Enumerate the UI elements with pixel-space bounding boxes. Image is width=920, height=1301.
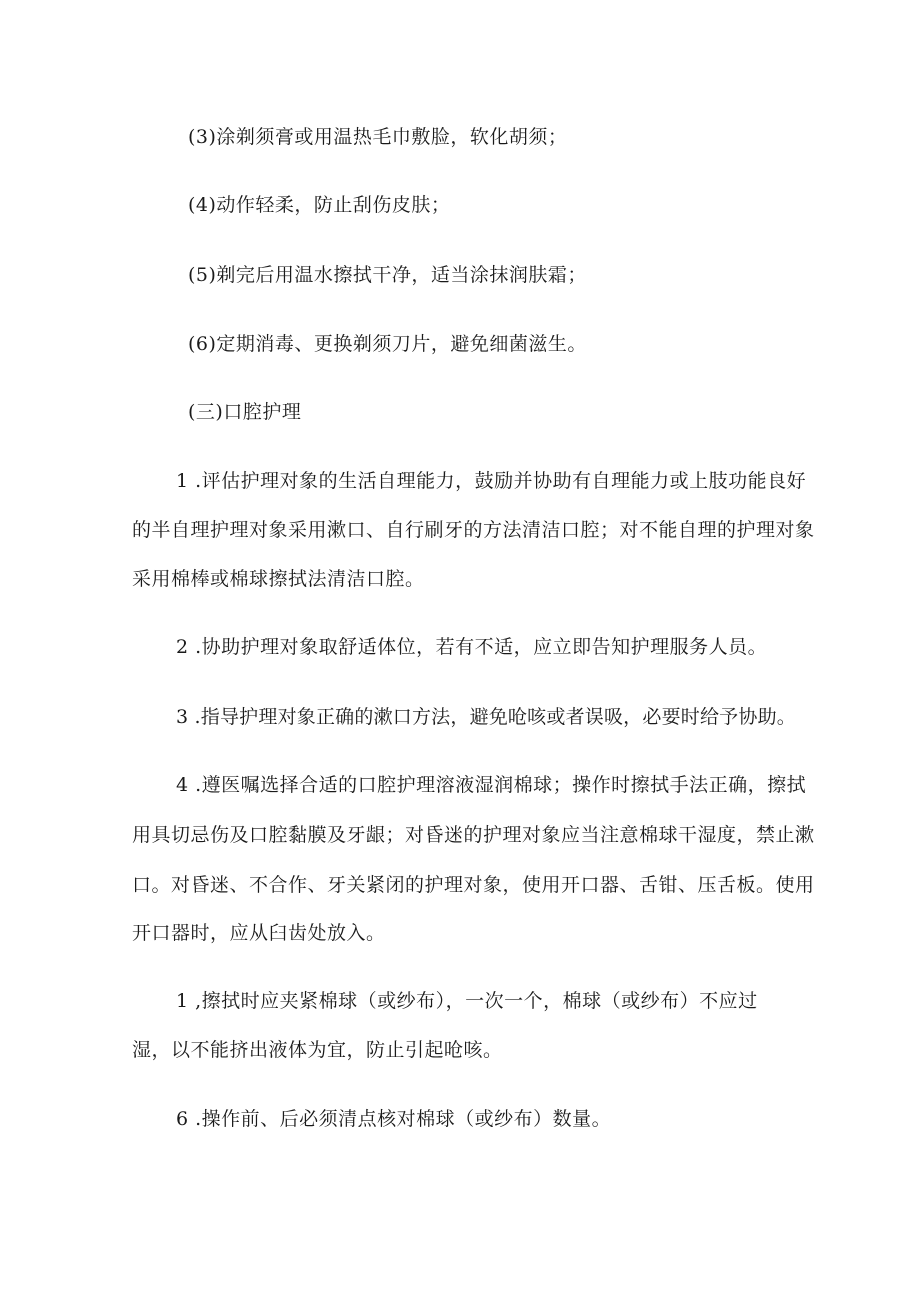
paragraph-shave-step-5: (5)剃完后用温水擦拭干净，适当涂抹润肤霜；: [188, 264, 587, 286]
paragraph-oral-1-line-3: 采用棉棒或棉球擦拭法清洁口腔。: [132, 568, 425, 590]
paragraph-oral-3: 3 .指导护理对象正确的漱口方法，避免呛咳或者误吸，必要时给予协助。: [176, 706, 796, 728]
paragraph-shave-step-3: (3)涂剃须膏或用温热毛巾敷脸，软化胡须；: [188, 126, 568, 148]
paragraph-oral-4-line-2: 用具切忌伤及口腔黏膜及牙龈；对昏迷的护理对象应当注意棉球干湿度，禁止漱: [132, 824, 815, 846]
paragraph-oral-1-line-1: 1 .评估护理对象的生活自理能力，鼓励并协助有自理能力或上肢功能良好: [176, 470, 807, 492]
paragraph-oral-2: 2 .协助护理对象取舒适体位，若有不适，应立即告知护理服务人员。: [176, 636, 768, 658]
paragraph-oral-4-line-1: 4 .遵医嘱选择合适的口腔护理溶液湿润棉球；操作时擦拭手法正确，擦拭: [176, 774, 807, 796]
section-heading-oral-care: (三)口腔护理: [188, 401, 302, 423]
paragraph-oral-4-line-3: 口。对昏迷、不合作、牙关紧闭的护理对象，使用开口器、舌钳、压舌板。使用: [132, 874, 815, 896]
paragraph-oral-4-line-4: 开口器时，应从臼齿处放入。: [132, 922, 386, 944]
paragraph-oral-6: 6 .操作前、后必须清点核对棉球（或纱布）数量。: [176, 1108, 612, 1130]
paragraph-shave-step-6: (6)定期消毒、更换剃须刀片，避免细菌滋生。: [188, 333, 587, 355]
paragraph-shave-step-4: (4)动作轻柔，防止刮伤皮肤；: [188, 194, 451, 216]
paragraph-oral-5-line-1: 1 ,擦拭时应夹紧棉球（或纱布），一次一个，棉球（或纱布）不应过: [176, 990, 758, 1012]
paragraph-oral-5-line-2: 湿，以不能挤出液体为宜，防止引起呛咳。: [132, 1039, 503, 1061]
paragraph-oral-1-line-2: 的半自理护理对象采用漱口、自行刷牙的方法清洁口腔；对不能自理的护理对象: [132, 519, 815, 541]
